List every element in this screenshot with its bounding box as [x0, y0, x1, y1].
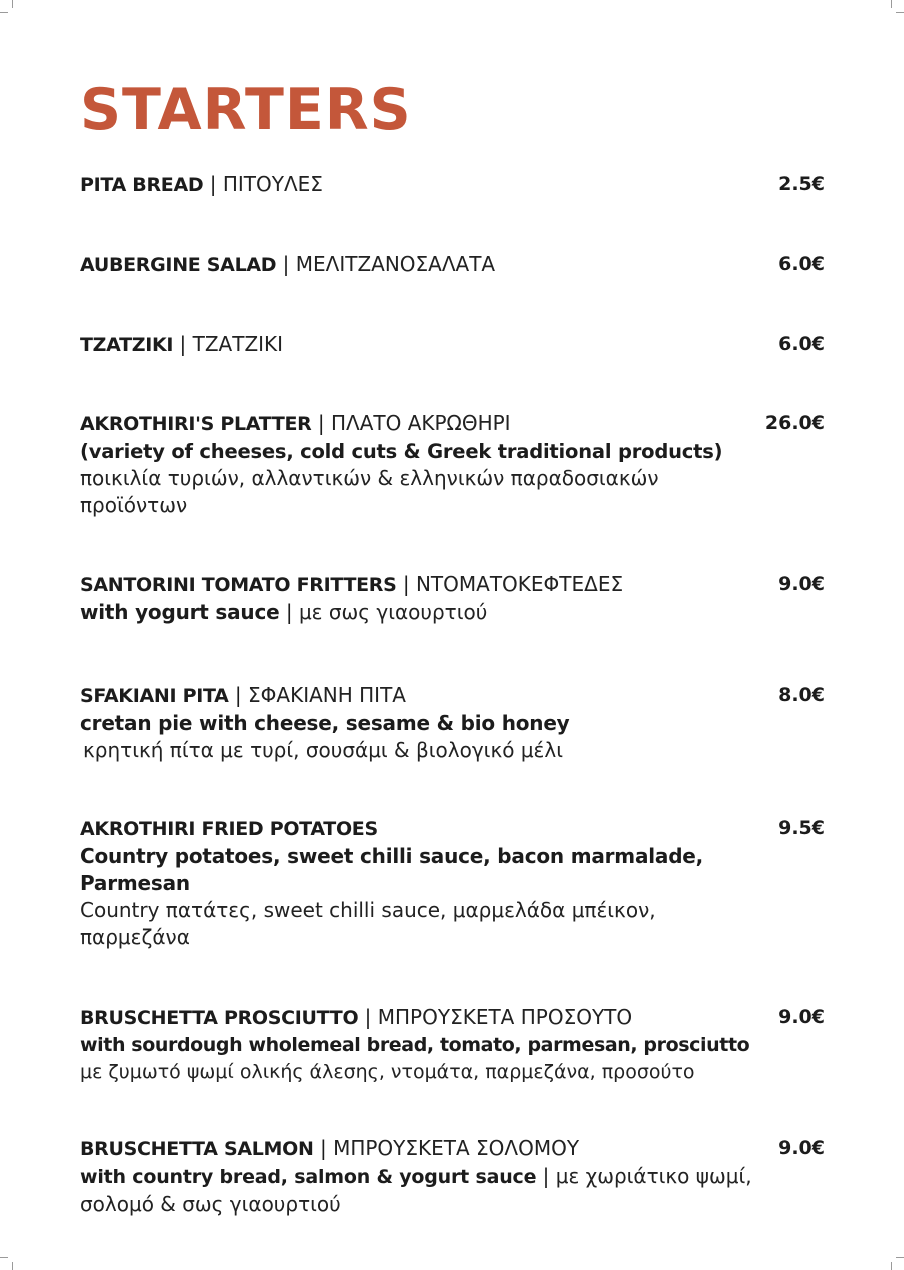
item-name: AKROTHIRI'S PLATTER	[80, 413, 312, 435]
item-heading	[80, 171, 825, 199]
item-heading	[80, 815, 825, 843]
item-price: 8.0€	[778, 684, 825, 706]
item-heading	[80, 331, 825, 359]
item-price: 9.0€	[778, 1006, 825, 1028]
item-name: AKROTHIRI FRIED POTATOES	[80, 818, 378, 840]
item-price: 6.0€	[778, 333, 825, 355]
menu-item	[80, 1004, 825, 1086]
item-price: 9.0€	[778, 573, 825, 595]
item-greek-name: ΝΤΟΜΑΤΟΚΕΦΤΕΔΕΣ	[415, 572, 624, 596]
item-description-en: with yogurt sauce	[80, 600, 280, 624]
crop-mark	[12, 1262, 13, 1270]
item-description-gr: με σως γιαουρτιού	[298, 600, 488, 624]
item-description-en: (variety of cheeses, cold cuts & Greek traditional products)	[80, 440, 723, 463]
item-greek-name: ΠΙΤΟΥΛΕΣ	[222, 172, 323, 196]
menu-item	[80, 331, 825, 359]
item-description-en: cretan pie with cheese, sesame & bio honey	[80, 711, 570, 735]
item-description-en: with country bread, salmon & yogurt sauce	[80, 1166, 537, 1188]
item-price: 6.0€	[778, 253, 825, 275]
item-description-gr: με ζυμωτό ψωμί ολικής άλεσης, ντομάτα, παρμεζάνα, προσούτο	[80, 1061, 695, 1083]
separator: |	[542, 1164, 556, 1188]
item-description-gr: κρητική πίτα με τυρί, σουσάμι & βιολογικό μέλι	[83, 738, 563, 762]
crop-mark	[891, 0, 892, 8]
separator: |	[209, 172, 223, 196]
menu-item	[80, 815, 825, 951]
item-description-gr: ποικιλία τυριών, αλλαντικών & ελληνικών παραδοσιακών προϊόντων	[80, 466, 659, 517]
item-price: 26.0€	[764, 412, 825, 434]
separator: |	[179, 332, 193, 356]
item-heading	[80, 571, 825, 599]
crop-mark	[0, 1257, 8, 1258]
menu-item	[80, 171, 825, 199]
item-heading	[80, 251, 825, 279]
item-description	[80, 599, 825, 626]
item-name: SANTORINI TOMATO FRITTERS	[80, 574, 397, 596]
separator: |	[282, 252, 296, 276]
separator: |	[317, 411, 331, 435]
item-heading	[80, 682, 825, 710]
separator: |	[234, 683, 249, 707]
item-greek-name: ΜΠΡΟΥΣΚΕΤΑ ΠΡΟΣΟΥΤΟ	[377, 1005, 633, 1029]
separator: |	[285, 600, 299, 624]
item-greek-name: ΠΛΑΤΟ ΑΚΡΩΘΗΡΙ	[330, 411, 511, 435]
separator: |	[364, 1005, 378, 1029]
item-name: TZATZIKI	[80, 334, 174, 356]
menu-item	[80, 1135, 825, 1218]
item-description-gr: με χωριάτικο ψωμί, σολομό & σως γιαουρτιού	[80, 1164, 752, 1216]
separator: |	[319, 1136, 334, 1160]
item-heading	[80, 410, 825, 438]
crop-mark	[12, 0, 13, 8]
item-price: 2.5€	[778, 173, 825, 195]
menu-item	[80, 571, 825, 626]
item-description-gr: Country πατάτες, sweet chilli sauce, μαρμελάδα μπέικον, παρμεζάνα	[80, 898, 656, 949]
item-name: BRUSCHETTA PROSCIUTTO	[80, 1007, 359, 1029]
item-greek-name: ΜΕΛΙΤΖΑΝΟΣΑΛΑΤΑ	[295, 252, 496, 276]
crop-mark	[896, 12, 904, 13]
item-description-en: with sourdough wholemeal bread, tomato, parmesan, prosciutto	[80, 1034, 750, 1056]
page-title: STARTERS	[80, 77, 412, 143]
crop-mark	[891, 1262, 892, 1270]
separator: |	[402, 572, 416, 596]
item-heading	[80, 1004, 825, 1032]
item-description	[80, 1163, 800, 1218]
item-name: PITA BREAD	[80, 174, 204, 196]
item-greek-name: ΜΠΡΟΥΣΚΕΤΑ ΣΟΛΟΜΟΥ	[333, 1136, 580, 1160]
menu-item	[80, 410, 825, 519]
crop-mark	[0, 12, 8, 13]
item-name: AUBERGINE SALAD	[80, 254, 277, 276]
item-price: 9.0€	[778, 1137, 825, 1159]
menu-item	[80, 251, 825, 279]
item-greek-name: ΣΦΑΚΙΑΝΗ ΠΙΤΑ	[248, 683, 406, 707]
item-description-en: Country potatoes, sweet chilli sauce, bacon marmalade, Parmesan	[80, 844, 704, 895]
item-name: SFAKIANI PITA	[80, 685, 229, 707]
crop-mark	[896, 1257, 904, 1258]
item-greek-name: ΤΖΑΤΖΙΚΙ	[192, 332, 284, 356]
item-price: 9.5€	[778, 817, 825, 839]
item-name: BRUSCHETTA SALMON	[80, 1138, 314, 1160]
menu-item	[80, 682, 825, 764]
item-heading	[80, 1135, 825, 1163]
